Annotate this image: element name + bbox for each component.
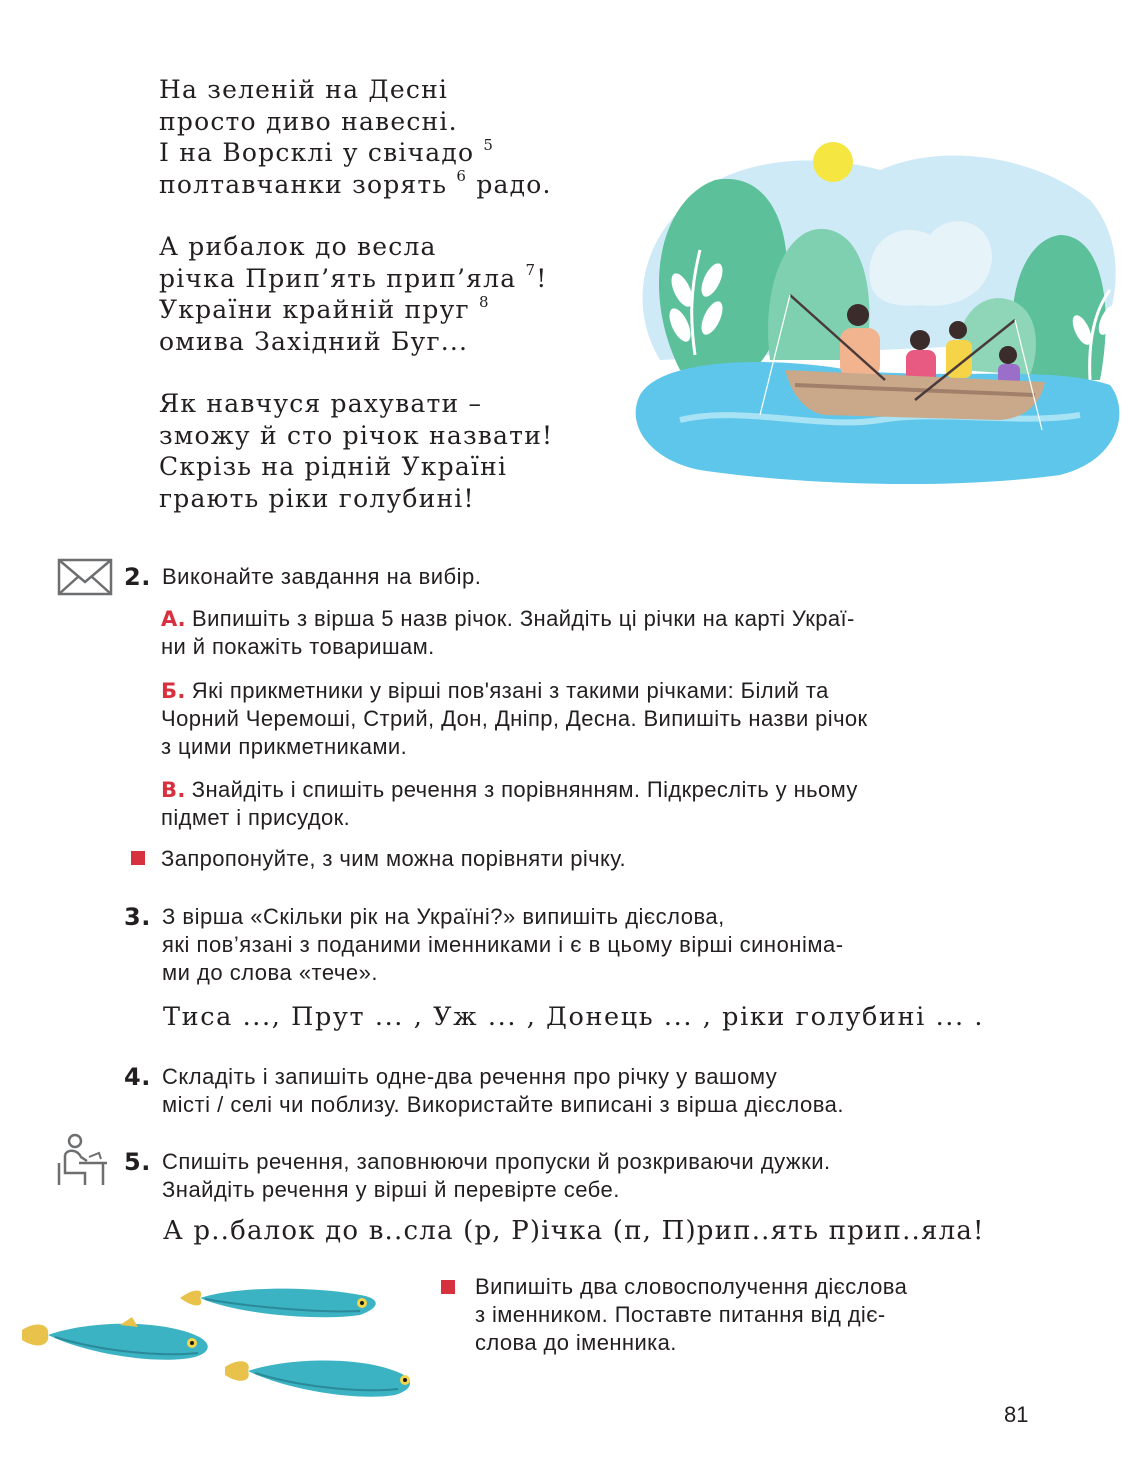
poem-line: зможу й сто річок назвати! [159, 420, 554, 450]
task-number: 2. [124, 563, 151, 591]
footnote-mark: 8 [478, 292, 490, 311]
option-letter: В. [161, 778, 186, 802]
task-2-option-b: Б. Які прикметники у вірші пов'язані з такими річками: Білий та Чорний Черемоші, Стрий, Дон, Дніпр, Десна. Випишіть назви річок з цими прикметниками. [161, 678, 868, 759]
poem-line: І на Ворсклі у свічадо $^5$ [159, 135, 495, 167]
task-2-option-v: В. Знайдіть і спишіть речення з порівнянням. Підкресліть у ньому підмет і присудок. [161, 777, 858, 830]
fish-icon [225, 1361, 410, 1397]
task-5: 5. Спишіть речення, заповнюючи пропуски й розкриваючи дужки. Знайдіть речення у вірші й перевірте себе. [124, 1148, 831, 1202]
poem-stanza-3 [159, 388, 629, 514]
footnote-mark: 7 [525, 261, 537, 280]
task-5-example: А р..балок до в..сла (р, Р)ічка (п, П)рип..ять прип..яла! [163, 1216, 985, 1246]
task-number: 4. [124, 1063, 151, 1091]
task-number: 5. [124, 1148, 151, 1176]
option-letter: Б. [161, 679, 186, 703]
poem-line: На зеленій на Десні [159, 75, 449, 104]
task-2-option-a: А. Випишіть з вірша 5 назв річок. Знайдіть ці річки на карті Украї- ни й покажіть товаришам. [161, 606, 855, 659]
red-bullet [131, 851, 145, 865]
task-2-extra: Запропонуйте, з чим можна порівняти річку. [161, 846, 626, 871]
sun [813, 142, 853, 182]
poem-line: полтавчанки зорять $^6$ радо. [159, 167, 552, 199]
poem-line: грають ріки голубині! [159, 483, 475, 513]
fish-icon [180, 1289, 376, 1318]
poem-stanza-2 [159, 231, 629, 357]
poem-line: річка Прип’ять прип’яла $^7$! [159, 261, 548, 293]
poem-line: Скрізь на рідній Україні [159, 452, 508, 481]
poem [159, 74, 629, 545]
task-3: 3. З вірша «Скільки рік на Україні?» випишіть дієслова, які пов’язані з поданими іменниками і є в цьому вірші синоніма- ми до слова «тече». [124, 903, 844, 985]
task-number: 3. [124, 903, 151, 931]
poem-line: Як навчуся рахувати – [159, 389, 483, 418]
option-letter: А. [161, 607, 187, 631]
poem-line: України крайній пруг $^8$ [159, 292, 490, 324]
poem-line: просто диво навесні. [159, 106, 458, 136]
family-fishing-illustration [620, 140, 1125, 485]
footnote-mark: 6 [456, 167, 468, 186]
fish-icon [22, 1317, 208, 1360]
task-5-extra: Випишіть два словосполучення дієслова з іменником. Поставте питання від діє- слова до іменника. [475, 1274, 908, 1355]
student-at-desk-icon [55, 1133, 109, 1187]
red-bullet [441, 1280, 455, 1294]
task-2-title: 2. Виконайте завдання на вибір. [124, 563, 482, 591]
page-number: 81 [1004, 1402, 1029, 1427]
task-4: 4. Складіть і запишіть одне-два речення про річку у вашому місті / селі чи поблизу. Використайте виписані з вірша дієслова. [124, 1063, 845, 1117]
fish-illustration [20, 1285, 430, 1410]
poem-line: омива Західний Буг... [159, 326, 469, 356]
footnote-mark: 5 [483, 135, 495, 154]
poem-stanza-1 [159, 74, 629, 200]
task-3-example: Тиса ..., Прут ... , Уж ... , Донець ... , ріки голубині ... . [163, 1002, 985, 1032]
envelope-icon [57, 558, 113, 596]
poem-line: А рибалок до весла [159, 232, 437, 261]
